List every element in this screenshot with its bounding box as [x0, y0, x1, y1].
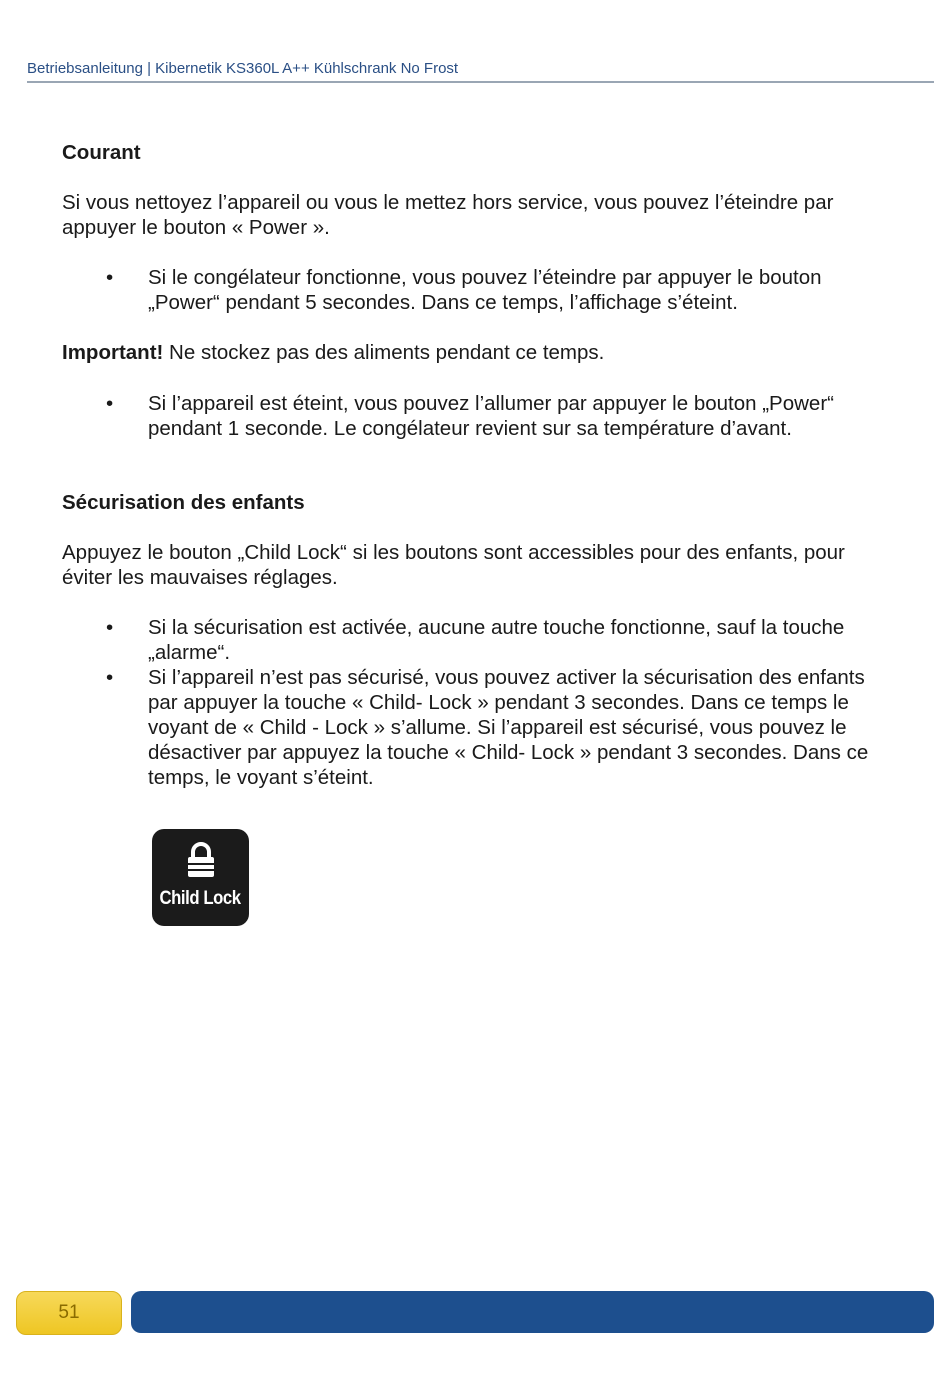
bullet-glyph: •: [106, 266, 114, 289]
important-label: Important!: [62, 341, 164, 364]
running-header: Betriebsanleitung | Kibernetik KS360L A++ Kühlschrank No Frost: [27, 60, 459, 77]
heading-securisation: Sécurisation des enfants: [62, 491, 305, 514]
padlock-icon: [186, 842, 216, 878]
page-number-badge: [16, 1291, 122, 1335]
list-item: [62, 615, 892, 665]
securisation-list: [62, 615, 892, 790]
securisation-intro: Appuyez le bouton „Child Lock“ si les boutons sont accessibles pour des enfants, pour éviter les mauvaises réglages.: [62, 541, 845, 589]
header-divider: [27, 81, 934, 83]
important-text: Ne stockez pas des aliments pendant ce temps.: [163, 341, 605, 364]
page-number: 51: [58, 1302, 80, 1323]
heading-courant: Courant: [62, 141, 141, 164]
list-item: [62, 265, 892, 315]
list-item-text: Si la sécurisation est activée, aucune autre touche fonctionne, sauf la touche „alarme“.: [148, 616, 845, 664]
list-item-text: Si le congélateur fonctionne, vous pouvez l’éteindre par appuyer le bouton „Power“ pendant 5 secondes. Dans ce temps, l’affichage s’éteint.: [148, 266, 822, 314]
child-lock-label: Child Lock: [159, 888, 242, 909]
child-lock-key-image: [152, 829, 249, 926]
bullet-glyph: •: [106, 392, 114, 415]
list-item-text: Si l’appareil est éteint, vous pouvez l’allumer par appuyer le bouton „Power“ pendant 1 seconde. Le congélateur revient sur sa température d’avant.: [148, 392, 834, 440]
bullet-glyph: •: [106, 666, 114, 689]
footer-bar: [131, 1291, 934, 1333]
important-note: [62, 340, 892, 365]
bullet-glyph: •: [106, 616, 114, 639]
list-item: [62, 665, 892, 790]
list-item-text: Si l’appareil n’est pas sécurisé, vous pouvez activer la sécurisation des enfants par appuyer la touche « Child- Lock » pendant 3 secondes. Dans ce temps le voyant de « Child - Lock » s’allume. Si l’appareil est sécurisé, vous pouvez le désactiver par appuyez la touche « Child- Lock » pendant 3 secondes. Dans ce temps, le voyant s’éteint.: [148, 666, 869, 789]
courant-list-2: [62, 391, 892, 441]
list-item: [62, 391, 892, 441]
page-content: [62, 140, 892, 790]
courant-intro: Si vous nettoyez l’appareil ou vous le mettez hors service, vous pouvez l’éteindre par appuyer le bouton « Power ».: [62, 191, 834, 239]
courant-list-1: [62, 265, 892, 315]
